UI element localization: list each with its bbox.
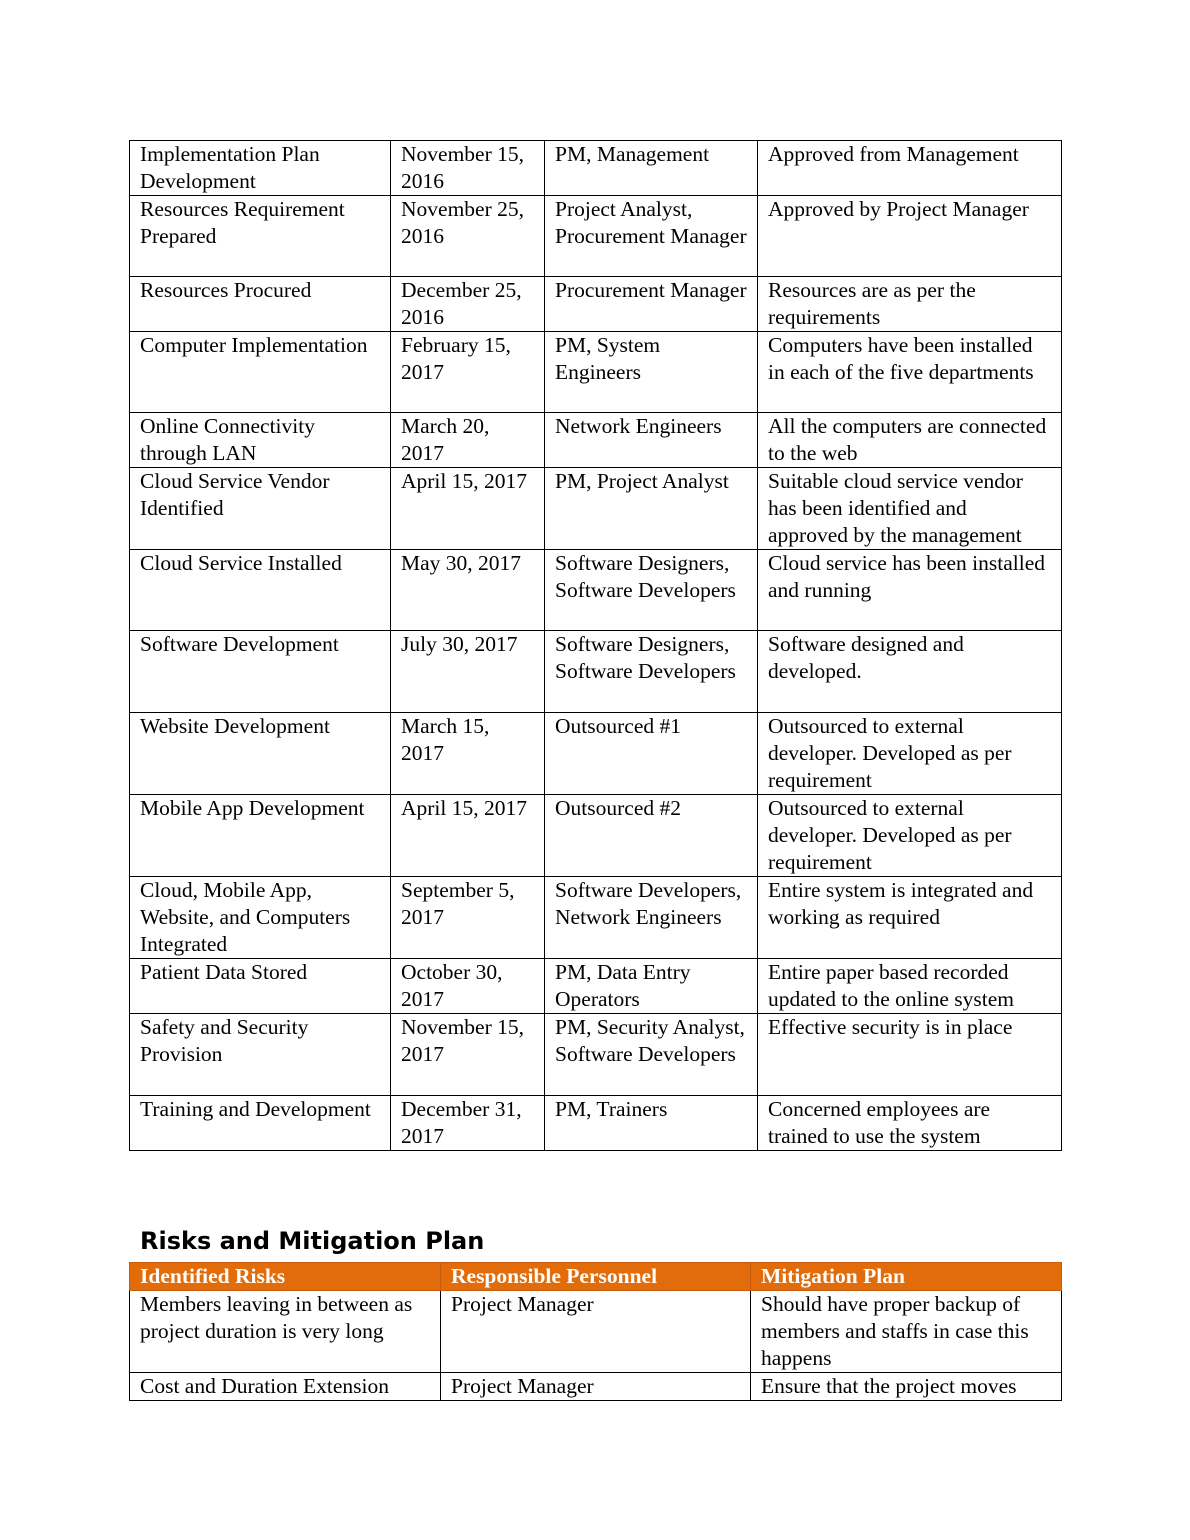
date-cell: October 30, 2017 bbox=[391, 959, 545, 1014]
outcome-cell: All the computers are connected to the web bbox=[758, 413, 1062, 468]
milestone-cell: Mobile App Development bbox=[130, 795, 391, 877]
mitigation-cell: Ensure that the project moves bbox=[751, 1373, 1062, 1401]
milestone-cell: Resources Procured bbox=[130, 277, 391, 332]
table-row bbox=[130, 196, 1062, 277]
milestones-table bbox=[129, 140, 1062, 1151]
column-header: Mitigation Plan bbox=[751, 1263, 1062, 1291]
section-heading: Risks and Mitigation Plan bbox=[140, 1227, 485, 1255]
table-row bbox=[130, 959, 1062, 1014]
outcome-cell: Suitable cloud service vendor has been identified and approved by the management bbox=[758, 468, 1062, 550]
milestone-cell: Cloud Service Installed bbox=[130, 550, 391, 631]
date-cell: December 25, 2016 bbox=[391, 277, 545, 332]
date-cell: February 15, 2017 bbox=[391, 332, 545, 413]
table-row bbox=[130, 877, 1062, 959]
personnel-cell: Software Designers, Software Developers bbox=[545, 631, 758, 713]
date-cell: November 15, 2016 bbox=[391, 141, 545, 196]
outcome-cell: Approved from Management bbox=[758, 141, 1062, 196]
personnel-cell: PM, System Engineers bbox=[545, 332, 758, 413]
table-row bbox=[130, 468, 1062, 550]
date-cell: April 15, 2017 bbox=[391, 468, 545, 550]
risk-cell: Members leaving in between as project duration is very long bbox=[130, 1291, 441, 1373]
date-cell: December 31, 2017 bbox=[391, 1096, 545, 1151]
outcome-cell: Outsourced to external developer. Developed as per requirement bbox=[758, 795, 1062, 877]
outcome-cell: Entire paper based recorded updated to the online system bbox=[758, 959, 1062, 1014]
milestone-cell: Online Connectivity through LAN bbox=[130, 413, 391, 468]
table-row bbox=[130, 631, 1062, 713]
outcome-cell: Resources are as per the requirements bbox=[758, 277, 1062, 332]
outcome-cell: Approved by Project Manager bbox=[758, 196, 1062, 277]
date-cell: March 15, 2017 bbox=[391, 713, 545, 795]
outcome-cell: Cloud service has been installed and running bbox=[758, 550, 1062, 631]
table-row bbox=[130, 1291, 1062, 1373]
personnel-cell: PM, Data Entry Operators bbox=[545, 959, 758, 1014]
personnel-cell: Procurement Manager bbox=[545, 277, 758, 332]
personnel-cell: Network Engineers bbox=[545, 413, 758, 468]
risks-table bbox=[129, 1262, 1062, 1401]
personnel-cell: PM, Trainers bbox=[545, 1096, 758, 1151]
milestone-cell: Training and Development bbox=[130, 1096, 391, 1151]
personnel-cell: Outsourced #2 bbox=[545, 795, 758, 877]
outcome-cell: Concerned employees are trained to use the system bbox=[758, 1096, 1062, 1151]
mitigation-cell: Should have proper backup of members and staffs in case this happens bbox=[751, 1291, 1062, 1373]
date-cell: April 15, 2017 bbox=[391, 795, 545, 877]
table-row bbox=[130, 1014, 1062, 1096]
milestone-cell: Software Development bbox=[130, 631, 391, 713]
personnel-cell: PM, Project Analyst bbox=[545, 468, 758, 550]
milestone-cell: Cloud Service Vendor Identified bbox=[130, 468, 391, 550]
outcome-cell: Computers have been installed in each of the five departments bbox=[758, 332, 1062, 413]
column-header: Identified Risks bbox=[130, 1263, 441, 1291]
milestone-cell: Website Development bbox=[130, 713, 391, 795]
personnel-cell: Project Analyst, Procurement Manager bbox=[545, 196, 758, 277]
date-cell: November 15, 2017 bbox=[391, 1014, 545, 1096]
personnel-cell: Project Manager bbox=[441, 1291, 751, 1373]
table-row bbox=[130, 332, 1062, 413]
table-row bbox=[130, 1096, 1062, 1151]
milestone-cell: Patient Data Stored bbox=[130, 959, 391, 1014]
column-header: Responsible Personnel bbox=[441, 1263, 751, 1291]
date-cell: March 20, 2017 bbox=[391, 413, 545, 468]
outcome-cell: Entire system is integrated and working as required bbox=[758, 877, 1062, 959]
milestone-cell: Safety and Security Provision bbox=[130, 1014, 391, 1096]
table-row bbox=[130, 277, 1062, 332]
milestone-cell: Resources Requirement Prepared bbox=[130, 196, 391, 277]
milestone-cell: Cloud, Mobile App, Website, and Computers Integrated bbox=[130, 877, 391, 959]
personnel-cell: PM, Security Analyst, Software Developers bbox=[545, 1014, 758, 1096]
date-cell: November 25, 2016 bbox=[391, 196, 545, 277]
outcome-cell: Effective security is in place bbox=[758, 1014, 1062, 1096]
date-cell: September 5, 2017 bbox=[391, 877, 545, 959]
table-row bbox=[130, 1373, 1062, 1401]
risk-cell: Cost and Duration Extension bbox=[130, 1373, 441, 1401]
date-cell: July 30, 2017 bbox=[391, 631, 545, 713]
table-header-row bbox=[130, 1263, 1062, 1291]
outcome-cell: Software designed and developed. bbox=[758, 631, 1062, 713]
table-row bbox=[130, 795, 1062, 877]
table-row bbox=[130, 550, 1062, 631]
personnel-cell: Software Designers, Software Developers bbox=[545, 550, 758, 631]
table-row bbox=[130, 713, 1062, 795]
date-cell: May 30, 2017 bbox=[391, 550, 545, 631]
table-row bbox=[130, 413, 1062, 468]
outcome-cell: Outsourced to external developer. Developed as per requirement bbox=[758, 713, 1062, 795]
table-row bbox=[130, 141, 1062, 196]
personnel-cell: Software Developers, Network Engineers bbox=[545, 877, 758, 959]
personnel-cell: Outsourced #1 bbox=[545, 713, 758, 795]
personnel-cell: Project Manager bbox=[441, 1373, 751, 1401]
personnel-cell: PM, Management bbox=[545, 141, 758, 196]
milestone-cell: Implementation Plan Development bbox=[130, 141, 391, 196]
milestone-cell: Computer Implementation bbox=[130, 332, 391, 413]
